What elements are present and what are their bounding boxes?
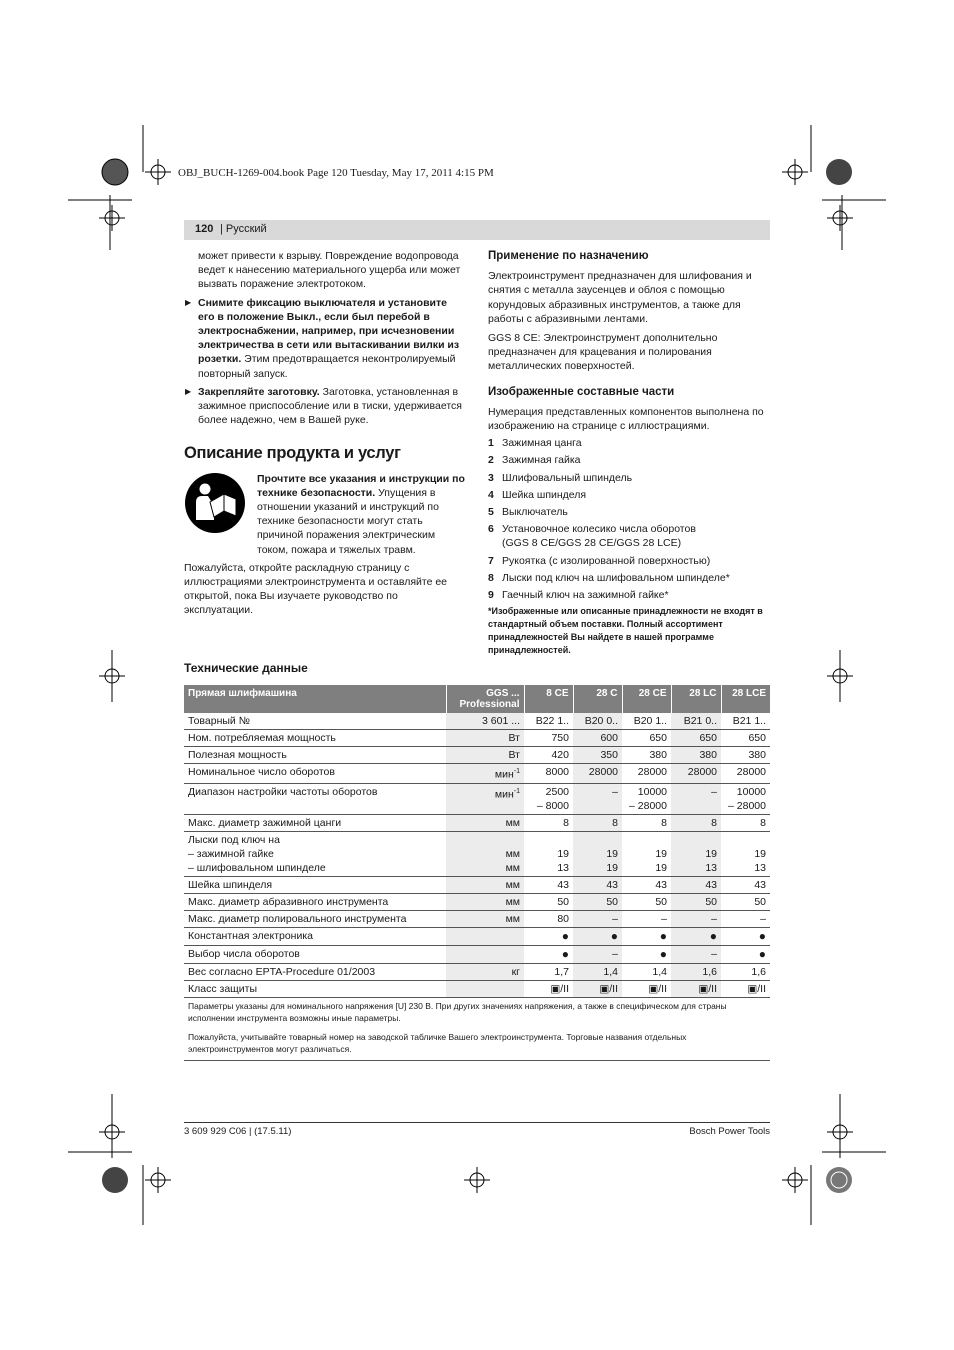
spec-footnote-row: [184, 1029, 770, 1061]
footer-brand: Bosch Power Tools: [689, 1126, 770, 1137]
spec-value: 8: [721, 814, 770, 831]
spec-value: 600: [573, 730, 622, 747]
spec-row: [184, 893, 770, 910]
spec-value: 50: [622, 893, 671, 910]
spec-value: 50: [721, 893, 770, 910]
component-number: 3: [488, 471, 494, 484]
spec-unit: мин$^{-1}$: [446, 783, 524, 814]
component-item: [488, 436, 772, 450]
spec-value: –: [721, 910, 770, 927]
spec-value: 43: [524, 876, 573, 893]
spec-value: 650: [622, 730, 671, 747]
spec-row: [184, 876, 770, 893]
spec-label: Класс защиты: [184, 980, 446, 997]
spec-unit: мм: [446, 910, 524, 927]
spec-value: ●: [622, 945, 671, 963]
spec-value: –: [573, 945, 622, 963]
component-number: 4: [488, 488, 494, 501]
bullet-secure-workpiece: ▶ Закрепляйте заготовку. Заготовка, установленная в зажимное приспособление или в тиски, удерживается более надежно, чем в Вашей руке.: [185, 385, 462, 427]
spec-value: ●: [524, 927, 573, 945]
spec-label: Макс. диаметр полировального инструмента: [184, 910, 446, 927]
spec-unit: [446, 927, 524, 945]
spec-value: 80: [524, 910, 573, 927]
spec-value: –: [622, 910, 671, 927]
spec-value: B21 0..: [671, 713, 721, 730]
spec-value: 28000: [573, 764, 622, 784]
spec-label: Лыски под ключ на – зажимной гайке – шлифовальном шпинделе: [184, 831, 446, 876]
intro-paragraph: может привести к взрыву. Повреждение водопровода ведет к нанесению материального ущерба или может вызвать поражение электротоком.: [198, 250, 461, 291]
spec-value: 10000 – 28000: [721, 783, 770, 814]
right-column: [488, 249, 772, 657]
section-title: Описание продукта и услуг: [184, 444, 401, 463]
component-number: 7: [488, 554, 494, 567]
spec-header-row: [184, 685, 770, 713]
spec-value: –: [671, 783, 721, 814]
spec-value: ▣/II: [622, 980, 671, 997]
component-label: Зажимная гайка: [502, 454, 581, 467]
spec-value: 420: [524, 747, 573, 764]
spec-label: Макс. диаметр зажимной цанги: [184, 814, 446, 831]
spec-row: [184, 963, 770, 980]
ggs8ce-text: GGS 8 CE: Электроинструмент дополнительно предназначен для крацевания и полирования металлических поверхностей.: [488, 332, 718, 373]
component-number: 8: [488, 571, 494, 584]
spec-footnote: Параметры указаны для номинального напряжения [U] 230 В. При других значениях напряжения, а также в специфическом для страны исполнении инструмента возможны иные параметры.: [188, 1000, 727, 1023]
read-manual-icon: [184, 472, 246, 534]
spec-value: ●: [721, 945, 770, 963]
spec-value: ▣/II: [671, 980, 721, 997]
bullet-arrow-icon: ▶: [185, 297, 192, 307]
spec-value: 10000 – 28000: [622, 783, 671, 814]
header-model: 28 LC: [671, 685, 721, 713]
spec-label: Полезная мощность: [184, 747, 446, 764]
spec-value: 1,4: [622, 963, 671, 980]
components-list: [488, 436, 772, 602]
component-label: Гаечный ключ на зажимной гайке*: [502, 589, 669, 602]
component-item: [488, 488, 772, 502]
spec-value: 43: [721, 876, 770, 893]
spec-row: [184, 783, 770, 814]
spec-value: ●: [573, 927, 622, 945]
spec-label: Вес согласно EPTA-Procedure 01/2003: [184, 963, 446, 980]
print-header: OBJ_BUCH-1269-004.book Page 120 Tuesday, May 17, 2011 4:15 PM: [178, 167, 494, 179]
spec-row: [184, 910, 770, 927]
spec-value: ▣/II: [721, 980, 770, 997]
header-model: 28 LCE: [721, 685, 770, 713]
spec-value: B20 1..: [622, 713, 671, 730]
spec-value: –: [671, 945, 721, 963]
component-item: [488, 554, 772, 568]
spec-row: [184, 747, 770, 764]
spec-value: 19 13: [721, 831, 770, 876]
spec-unit: мин$^{-1}$: [446, 764, 524, 784]
spec-row: [184, 945, 770, 963]
spec-value: 8000: [524, 764, 573, 784]
intended-use-title: Применение по назначению: [488, 250, 649, 262]
header-model: 28 C: [573, 685, 622, 713]
spec-value: B22 1..: [524, 713, 573, 730]
header-model: 28 CE: [622, 685, 671, 713]
spec-unit: мм: [446, 893, 524, 910]
spec-value: 650: [671, 730, 721, 747]
component-item: [488, 453, 772, 467]
component-label: Рукоятка (с изолированной поверхностью): [502, 554, 711, 567]
spec-label: Номинальное число оборотов: [184, 764, 446, 784]
spec-unit: мм мм: [446, 831, 524, 876]
bullet-switch-lock: ▶ Снимите фиксацию выключателя и установите его в положение Выкл., если был перебой в электроснабжении, например, при исчезновении электричества в сети или вытаскивании вилки из розетки. Этим предотвращается неконтролируемый повторный запуск.: [185, 296, 460, 380]
spec-footnote-row: [184, 997, 770, 1029]
component-item: [488, 505, 772, 519]
component-number: 6: [488, 523, 494, 536]
spec-value: 50: [573, 893, 622, 910]
spec-value: 8: [524, 814, 573, 831]
component-label: Установочное колесико числа оборотов (GGS 8 CE/GGS 28 CE/GGS 28 LCE): [502, 523, 696, 550]
spec-value: ●: [721, 927, 770, 945]
spec-value: 8: [671, 814, 721, 831]
spec-value: 28000: [721, 764, 770, 784]
spec-label: Шейка шпинделя: [184, 876, 446, 893]
spec-table: [184, 685, 770, 1061]
spec-footnote: Пожалуйста, учитывайте товарный номер на заводской табличке Вашего электроинструмента. Торговые названия отдельных электроинструментов могут различаться.: [184, 1029, 770, 1061]
spec-value: ●: [622, 927, 671, 945]
component-number: 1: [488, 437, 494, 450]
footer-doc-number: 3 609 929 C06 | (17.5.11): [184, 1126, 292, 1137]
spec-value: 1,7: [524, 963, 573, 980]
component-number: 5: [488, 506, 494, 519]
spec-value: 43: [573, 876, 622, 893]
spec-value: 1,4: [573, 963, 622, 980]
spec-label: Макс. диаметр абразивного инструмента: [184, 893, 446, 910]
bullet-arrow-icon: ▶: [185, 386, 192, 396]
spec-label: Константная электроника: [184, 927, 446, 945]
spec-row: [184, 980, 770, 997]
spec-row: [184, 831, 770, 876]
intended-use-text: Электроинструмент предназначен для шлифования и снятия с металла заусенцев и облоя с помощью корундовых абразивных инструментов, а также для работы с абразивными лентами.: [488, 270, 752, 325]
spec-value: 2500 – 8000: [524, 783, 573, 814]
spec-value: 380: [721, 747, 770, 764]
spec-label: Диапазон настройки частоты оборотов: [184, 783, 446, 814]
component-label: Шлифовальный шпиндель: [502, 471, 633, 484]
spec-value: 19 13: [524, 831, 573, 876]
spec-value: 43: [671, 876, 721, 893]
page-bar: [184, 220, 770, 240]
spec-value: 350: [573, 747, 622, 764]
component-item: [488, 522, 772, 550]
foldout-paragraph: Пожалуйста, откройте раскладную страницу с иллюстрациями электроинструмента и оставляйте ее открытой, пока Вы изучаете руководство по эксплуатации.: [184, 561, 448, 617]
spec-label: Ном. потребляемая мощность: [184, 730, 446, 747]
spec-unit: Вт: [446, 730, 524, 747]
left-column: [184, 249, 466, 618]
spec-row: [184, 814, 770, 831]
footer-rule: [184, 1122, 770, 1123]
spec-label: Товарный №: [184, 713, 446, 730]
header-ggs: GGS ... Professional: [446, 685, 524, 713]
spec-value: 28000: [671, 764, 721, 784]
component-label: Выключатель: [502, 506, 568, 519]
component-item: [488, 588, 772, 602]
spec-value: 19 13: [671, 831, 721, 876]
spec-value: 19 19: [622, 831, 671, 876]
spec-value: 380: [622, 747, 671, 764]
spec-value: 8: [622, 814, 671, 831]
spec-unit: [446, 980, 524, 997]
spec-value: B21 1..: [721, 713, 770, 730]
spec-row: [184, 927, 770, 945]
spec-label: Выбор числа оборотов: [184, 945, 446, 963]
components-title: Изображенные составные части: [488, 385, 675, 398]
component-item: [488, 571, 772, 585]
spec-value: ▣/II: [524, 980, 573, 997]
spec-value: ●: [524, 945, 573, 963]
spec-unit: 3 601 ...: [446, 713, 524, 730]
component-label: Шейка шпинделя: [502, 488, 587, 501]
spec-value: 1,6: [721, 963, 770, 980]
spec-unit: мм: [446, 814, 524, 831]
page-number: 120: [195, 223, 214, 235]
spec-value: 750: [524, 730, 573, 747]
safety-notice: Прочтите все указания и инструкции по технике безопасности. Упущения в отношении указаний и инструкций по технике безопасности могут стать причиной поражения электрическим током, пожара и тяжелых травм.: [184, 472, 466, 557]
tech-data-title: Технические данные: [184, 661, 308, 675]
component-number: 2: [488, 454, 494, 467]
spec-value: –: [671, 910, 721, 927]
spec-value: 380: [671, 747, 721, 764]
accessories-note: *Изображенные или описанные принадлежности не входят в стандартный объем поставки. Полный ассортимент принадлежностей Вы найдете в нашей программе принадлежностей.: [488, 606, 763, 656]
spec-value: B20 0..: [573, 713, 622, 730]
spec-value: ▣/II: [573, 980, 622, 997]
spec-unit: [446, 945, 524, 963]
components-intro: Нумерация представленных компонентов выполнена по изображению на странице с иллюстрациями.: [488, 405, 764, 433]
spec-value: 1,6: [671, 963, 721, 980]
component-number: 9: [488, 589, 494, 602]
component-item: [488, 471, 772, 485]
spec-value: 28000: [622, 764, 671, 784]
spec-row: [184, 730, 770, 747]
spec-row: [184, 713, 770, 730]
spec-value: 19 19: [573, 831, 622, 876]
header-model: 8 CE: [524, 685, 573, 713]
spec-value: –: [573, 783, 622, 814]
spec-row: [184, 764, 770, 784]
header-product: Прямая шлифмашина: [184, 685, 446, 713]
spec-value: –: [573, 910, 622, 927]
spec-unit: кг: [446, 963, 524, 980]
page-language: | Русский: [220, 223, 267, 235]
spec-unit: Вт: [446, 747, 524, 764]
spec-unit: мм: [446, 876, 524, 893]
spec-value: 50: [524, 893, 573, 910]
spec-value: 43: [622, 876, 671, 893]
spec-value: 650: [721, 730, 770, 747]
spec-value: ●: [671, 927, 721, 945]
component-label: Лыски под ключ на шлифовальном шпинделе*: [502, 571, 730, 584]
spec-value: 50: [671, 893, 721, 910]
component-label: Зажимная цанга: [502, 437, 582, 450]
spec-value: 8: [573, 814, 622, 831]
